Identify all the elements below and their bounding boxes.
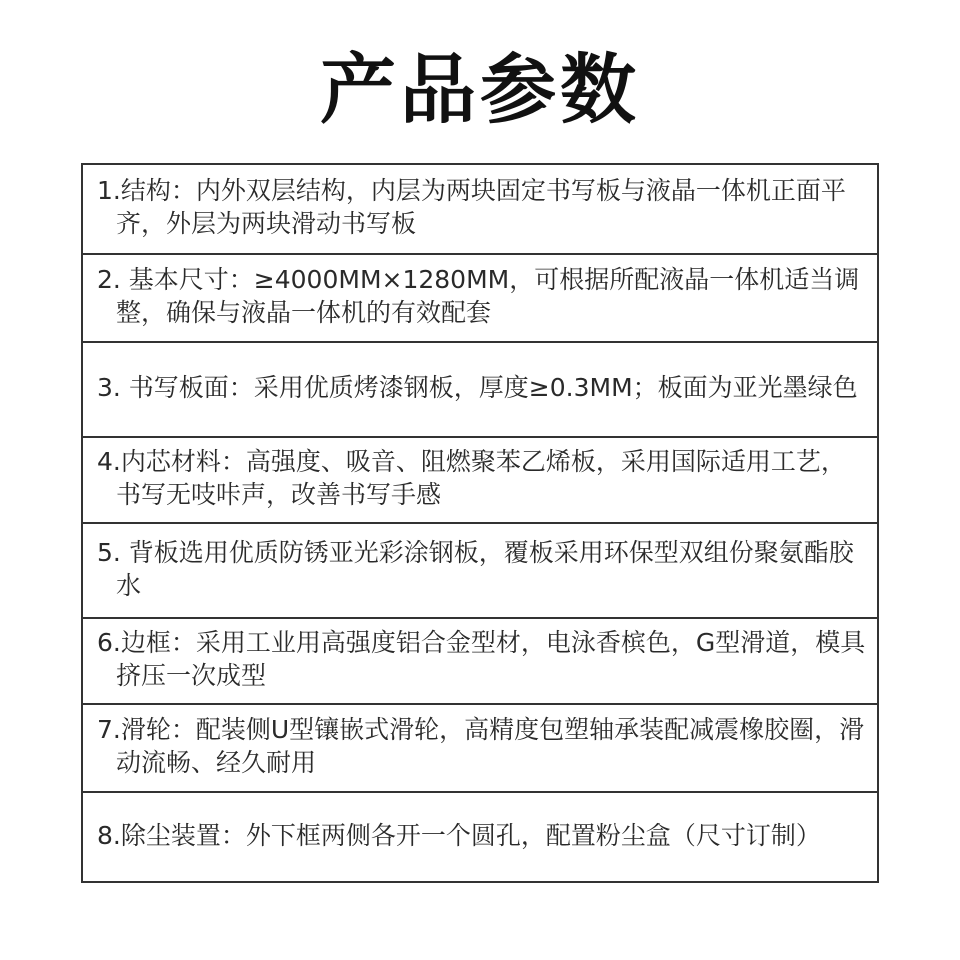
param-row-frame: [83, 619, 877, 705]
param-row-surface: [83, 343, 877, 438]
param-row-backplate: [83, 524, 877, 619]
parameter-table: [81, 163, 879, 883]
param-row-size: [83, 255, 877, 343]
param-text: 8.除尘装置：外下框两侧各开一个圆孔，配置粉尘盒（尺寸订制）: [97, 820, 821, 850]
param-text: 5. 背板选用优质防锈亚光彩涂钢板，覆板采用环保型双组份聚氨酯胶水: [97, 537, 854, 600]
param-text: 4.内芯材料：高强度、吸音、阻燃聚苯乙烯板，采用国际适用工艺，书写无吱咔声，改善书写手感: [97, 447, 846, 509]
param-row-dust-device: [83, 793, 877, 881]
param-row-core: [83, 438, 877, 524]
page-title: 产品参数: [320, 45, 640, 134]
param-text: 6.边框：采用工业用高强度铝合金型材，电泳香槟色，G型滑道，模具挤压一次成型: [97, 628, 866, 690]
param-text: 2. 基本尺寸：≥4000MM×1280MM，可根据所配液晶一体机适当调整，确保与液晶一体机的有效配套: [97, 265, 860, 327]
param-row-pulley: [83, 705, 877, 793]
param-row-structure: [83, 165, 877, 255]
param-text: 7.滑轮：配装侧U型镶嵌式滑轮，高精度包塑轴承装配减震橡胶圈，滑动流畅、经久耐用: [97, 715, 865, 777]
param-text: 1.结构：内外双层结构，内层为两块固定书写板与液晶一体机正面平齐，外层为两块滑动书写板: [97, 176, 846, 238]
param-text: 3. 书写板面：采用优质烤漆钢板，厚度≥0.3MM；板面为亚光墨绿色: [97, 373, 858, 402]
